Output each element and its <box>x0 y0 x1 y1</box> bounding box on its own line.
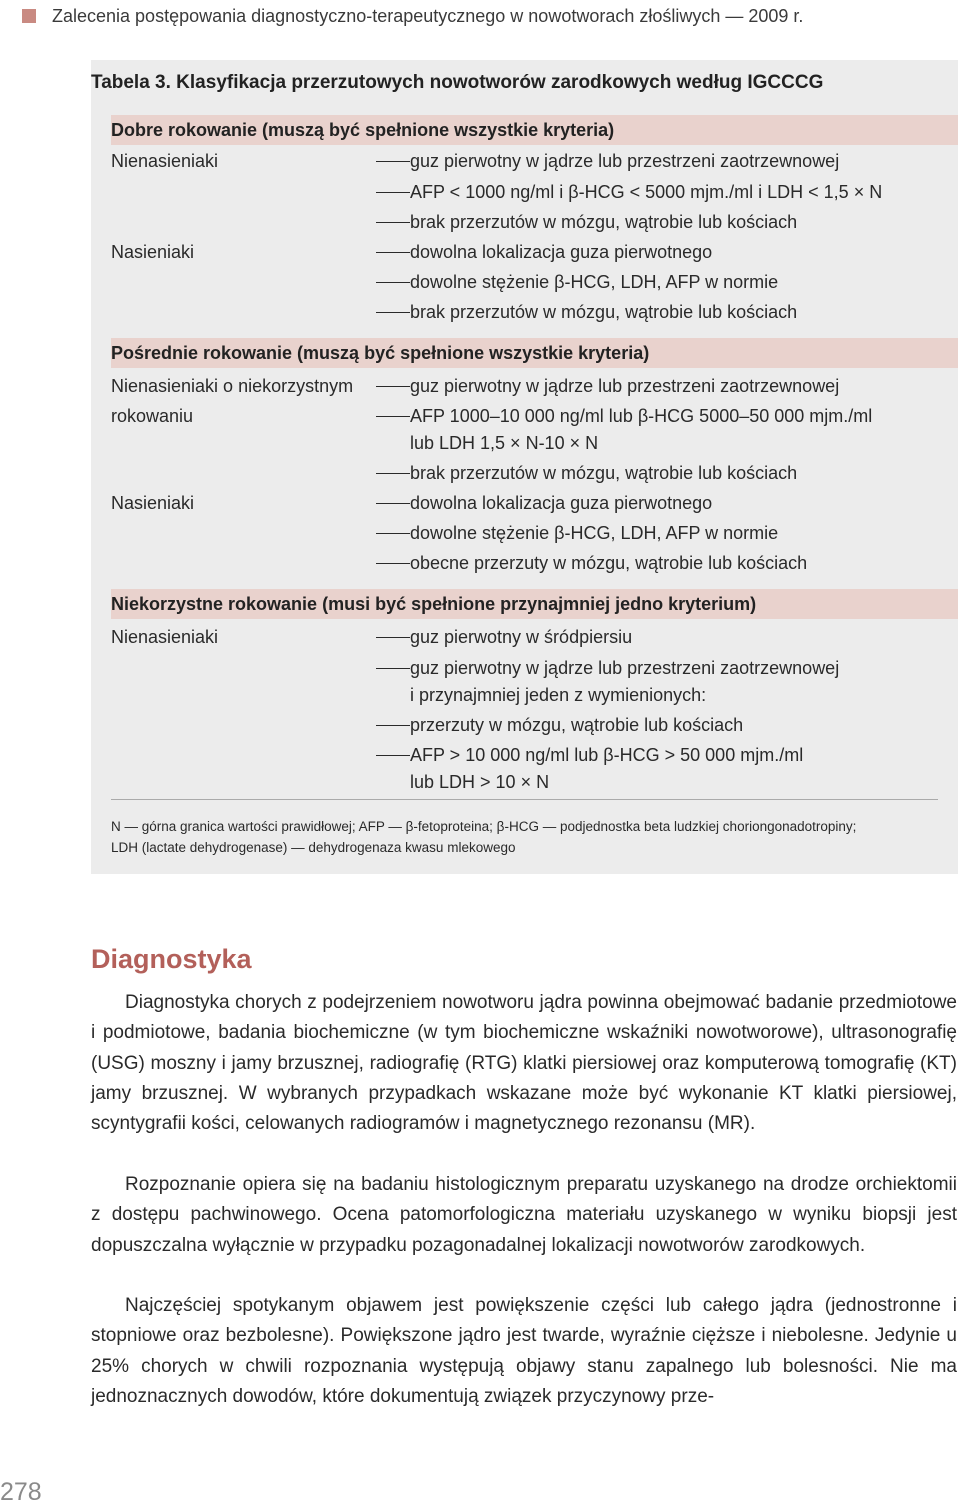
table-row-continuation: i przynajmniej jeden z wymienionych: <box>410 685 707 705</box>
table-row: rokowaniu AFP 1000–10 000 ng/ml lub β-HCG 5000–50 000 mjm./ml <box>111 406 873 426</box>
body-paragraph: Diagnostyka chorych z podejrzeniem nowotworu jądra powinna obejmować badanie przedmiotowe i podmiotowe, badania biochemiczne (w tym biochemiczne wskaźniki nowotworowe), ultrasonografię (USG) moszny i jamy brzusznej, radiografię (RTG) klatki piersiowej oraz komputerową tomografię (KT) jamy brzusznej. W wybranych przypadkach wskazane może być wykonanie KT klatki piersiowej, scyntygrafii kości, celowanych radiogramów i magnetycznego rezonansu (MR). <box>91 992 957 1135</box>
header-text: Zalecenia postępowania diagnostyczno-terapeutycznego w nowotworach złośliwych — 2009 r. <box>52 5 804 26</box>
section-heading-poor: Niekorzystne rokowanie (musi być spełnione przynajmniej jedno kryterium) <box>111 589 958 619</box>
section-heading-good: Dobre rokowanie (muszą być spełnione wszystkie kryteria) <box>111 115 958 145</box>
table-row: Nienasieniaki guz pierwotny w jądrze lub przestrzeni zaotrzewnowej <box>111 151 840 171</box>
section-heading-intermediate: Pośrednie rokowanie (muszą być spełnione wszystkie kryteria) <box>111 338 958 368</box>
table-row: Nienasieniaki o niekorzystnym guz pierwotny w jądrze lub przestrzeni zaotrzewnowej <box>111 376 840 396</box>
table-row: Nasieniaki dowolna lokalizacja guza pierwotnego <box>111 242 713 262</box>
table-row: Nasieniaki dowolna lokalizacja guza pierwotnego <box>111 493 713 513</box>
table-row: dowolne stężenie β-HCG, LDH, AFP w normie <box>111 269 958 295</box>
footnote-divider <box>111 799 938 800</box>
table-row: guz pierwotny w jądrze lub przestrzeni zaotrzewnowej <box>111 655 958 681</box>
table-row: brak przerzutów w mózgu, wątrobie lub kościach <box>111 460 958 486</box>
table-row: Nienasieniaki guz pierwotny w śródpiersiu <box>111 627 633 647</box>
page-number: 278 <box>0 1478 42 1506</box>
body-paragraph: Najczęściej spotykanym objawem jest powiększenie części lub całego jądra (jednostronne i stopniowe oraz bezbolesne). Powiększone jądro jest twarde, wyraźnie cięższe i niebolesne. Jedynie u 25% chorych w chwili rozpoznania występują objawy stanu zapalnego lub bolesności. Nie ma jednoznacznych dowodów, które dokumentują związek przyczynowy prze- <box>91 1295 957 1407</box>
body-paragraph: Rozpoznanie opiera się na badaniu histologicznym preparatu uzyskanego na drodze orchiektomii z dostępu pachwinowego. Ocena patomorfologiczna materiału uzyskanego w wyniku biopsji jest dopuszczalna wyłącznie w przypadku pozagonadalnej lokalizacji nowotworów zarodkowych. <box>91 1174 957 1256</box>
table-footnote-line: N — górna granica wartości prawidłowej; AFP — β-fetoproteina; β-HCG — podjednostka beta ludzkiej choriongonadotropiny; <box>111 819 857 834</box>
table-row: brak przerzutów w mózgu, wątrobie lub kościach <box>111 299 958 325</box>
table-row: AFP < 1000 ng/ml i β-HCG < 5000 mjm./ml i LDH < 1,5 × N <box>111 179 958 205</box>
table-row: dowolne stężenie β-HCG, LDH, AFP w normie <box>111 520 958 546</box>
header-square-icon <box>22 9 36 23</box>
table-row: przerzuty w mózgu, wątrobie lub kościach <box>111 712 958 738</box>
table-row: AFP > 10 000 ng/ml lub β-HCG > 50 000 mjm./ml <box>111 742 958 768</box>
table-box <box>91 60 958 874</box>
table-row: brak przerzutów w mózgu, wątrobie lub kościach <box>111 209 958 235</box>
section-heading: Diagnostyka <box>91 944 252 974</box>
table-row-continuation: lub LDH > 10 × N <box>410 772 550 792</box>
table-row: obecne przerzuty w mózgu, wątrobie lub kościach <box>111 550 958 576</box>
table-title: Tabela 3. Klasyfikacja przerzutowych nowotworów zarodkowych według IGCCCG <box>91 72 824 93</box>
running-header <box>22 4 803 28</box>
table-row-continuation: lub LDH 1,5 × N-10 × N <box>410 433 599 453</box>
table-footnote-line: LDH (lactate dehydrogenase) — dehydrogenaza kwasu mlekowego <box>111 840 516 855</box>
